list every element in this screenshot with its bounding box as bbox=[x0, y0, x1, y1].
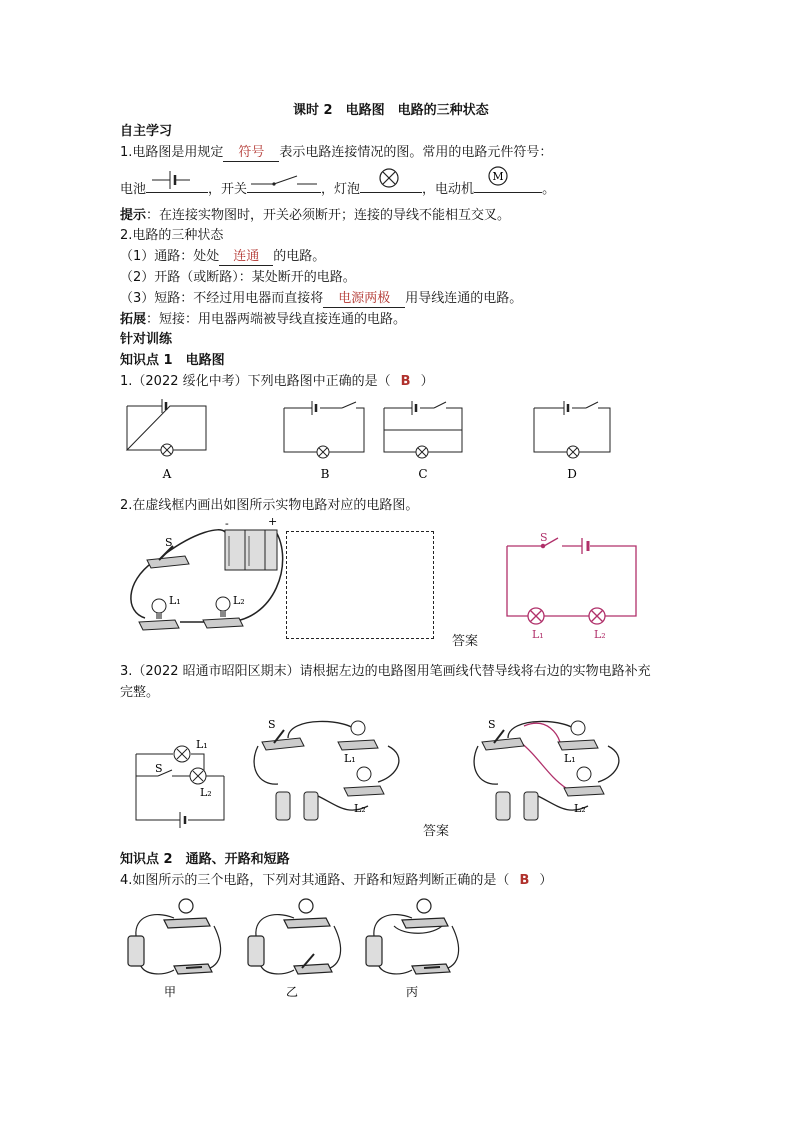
ex2-l1-label: L₁ bbox=[169, 594, 181, 607]
motor-symbol bbox=[474, 170, 542, 193]
page-title: 课时 2 电路图 电路的三种状态 bbox=[293, 103, 489, 118]
motor-label: ，电动机 bbox=[422, 182, 475, 197]
state-closed bbox=[120, 245, 325, 266]
circuit-b bbox=[284, 401, 364, 458]
exercise-2: 2.在虚线框内画出如图所示实物电路对应的电路图。 bbox=[120, 498, 419, 513]
ex3-l2-label: L₂ bbox=[200, 786, 212, 799]
ex4-close: ） bbox=[539, 873, 553, 888]
exercise-4 bbox=[120, 869, 552, 888]
ex3-physical-circuit bbox=[248, 716, 418, 826]
ex3-answer-l1-label: L₁ bbox=[564, 752, 576, 765]
ex2-answer-label: 答案 bbox=[452, 634, 479, 649]
question-2-title: 2.电路的三种状态 bbox=[120, 228, 224, 243]
ex2-answer-circuit bbox=[500, 530, 650, 640]
section-self-study: 自主学习 bbox=[120, 124, 173, 139]
ex3-circuit-diagram bbox=[128, 736, 238, 826]
battery-symbol-icon bbox=[146, 168, 208, 188]
exercise-3-line1: 3.（2022 昭通市昭阳区期末）请根据左边的电路图用笔画线代替导线将右边的实物电路补充 bbox=[120, 664, 651, 679]
option-a-label: A bbox=[162, 467, 172, 481]
state1-pre: （1）通路：处处 bbox=[120, 249, 220, 264]
state-open: （2）开路（或断路）：某处断开的电路。 bbox=[120, 270, 356, 285]
symbol-line bbox=[120, 170, 556, 197]
ex2-answer-switch-label: S bbox=[540, 531, 548, 544]
tip bbox=[120, 204, 510, 223]
circuit-jia bbox=[128, 899, 221, 974]
switch-symbol-icon bbox=[247, 170, 321, 190]
ex2-l2-label: L₂ bbox=[233, 594, 245, 607]
state3-pre: （3）短路：不经过用电器而直接将 bbox=[120, 291, 324, 306]
extend bbox=[120, 308, 406, 327]
switch-symbol bbox=[247, 176, 321, 193]
ex3-switch-label: S bbox=[155, 762, 163, 775]
ex1-circuits bbox=[120, 398, 680, 488]
ex1-close: ） bbox=[420, 374, 434, 389]
q1-text-post: 表示电路连接情况的图。常用的电路元件符号： bbox=[279, 145, 553, 160]
ex3-answer-switch-label: S bbox=[488, 718, 496, 731]
extend-text: ：短接：用电器两端被导线直接连通的电路。 bbox=[146, 312, 407, 327]
ex2-minus-label: - bbox=[225, 517, 229, 530]
ex1-text: 1.（2022 绥化中考）下列电路图中正确的是（ bbox=[120, 374, 391, 389]
state3-answer: 电源两极 bbox=[338, 291, 391, 306]
section-training: 针对训练 bbox=[120, 332, 173, 347]
ex2-answer-l1-label: L₁ bbox=[532, 628, 544, 641]
circuit-yi bbox=[248, 899, 341, 974]
ex2-switch-label: S bbox=[165, 536, 173, 549]
q1-text-pre: 1.电路图是用规定 bbox=[120, 145, 224, 160]
motor-mark: M bbox=[492, 170, 504, 183]
ex4-circuits bbox=[124, 896, 454, 1006]
state1-post: 的电路。 bbox=[273, 249, 326, 264]
option-b-label: B bbox=[320, 467, 330, 481]
symbol-line-end: 。 bbox=[542, 182, 556, 197]
state1-answer: 连通 bbox=[233, 249, 260, 264]
exercise-3-line2: 完整。 bbox=[120, 685, 160, 700]
exercise-1 bbox=[120, 370, 434, 389]
q1-answer: 符号 bbox=[238, 145, 265, 160]
ex3-answer-l2-label: L₂ bbox=[574, 802, 586, 815]
state3-blank bbox=[323, 291, 405, 308]
caption-jia: 甲 bbox=[163, 985, 177, 999]
bulb-symbol bbox=[360, 176, 422, 193]
option-d-label: D bbox=[567, 467, 577, 481]
tip-label: 提示 bbox=[120, 208, 147, 223]
ex3-bulb-l1 bbox=[338, 721, 378, 750]
motor-symbol-icon bbox=[474, 164, 542, 188]
ex2-physical-circuit bbox=[125, 515, 285, 638]
caption-yi: 乙 bbox=[285, 985, 299, 999]
ex4-text: 4.如图所示的三个电路，下列对其通路、开路和短路判断正确的是（ bbox=[120, 873, 510, 888]
state1-blank bbox=[219, 249, 273, 266]
ex2-plus-label: + bbox=[268, 515, 278, 528]
ex3-phys-l1-label: L₁ bbox=[344, 752, 356, 765]
ex3-phys-switch-label: S bbox=[268, 718, 276, 731]
circuit-bing bbox=[366, 899, 459, 974]
caption-bing: 丙 bbox=[405, 985, 419, 999]
state-short bbox=[120, 287, 522, 308]
ex3-phys-l2-label: L₂ bbox=[354, 802, 366, 815]
battery-label: 电池 bbox=[120, 182, 147, 197]
extend-label: 拓展 bbox=[120, 312, 147, 327]
ex3-batteries bbox=[276, 792, 318, 820]
question-1 bbox=[120, 141, 552, 162]
bulb-label: ，灯泡 bbox=[321, 182, 361, 197]
q1-blank bbox=[223, 145, 279, 162]
ex1-answer: B bbox=[400, 374, 411, 389]
ex4-answer: B bbox=[519, 873, 530, 888]
option-c-label: C bbox=[418, 467, 428, 481]
switch-label: ，开关 bbox=[208, 182, 248, 197]
ex2-answer-l2-label: L₂ bbox=[594, 628, 606, 641]
circuit-d bbox=[534, 401, 610, 458]
ex3-answer-label: 答案 bbox=[423, 824, 450, 839]
battery-pack bbox=[225, 530, 277, 570]
knowledge-point-1: 知识点 1 电路图 bbox=[120, 353, 225, 368]
circuit-c bbox=[384, 401, 462, 458]
switch-base bbox=[147, 556, 189, 568]
bulb-symbol-icon bbox=[360, 164, 422, 188]
tip-text: ：在连接实物图时，开关必须断开；连接的导线不能相互交叉。 bbox=[146, 208, 511, 223]
ex3-l1-label: L₁ bbox=[196, 738, 208, 751]
ex3-switch-base bbox=[262, 738, 304, 750]
drawing-box[interactable] bbox=[286, 531, 434, 639]
state3-post: 用导线连通的电路。 bbox=[405, 291, 523, 306]
knowledge-point-2: 知识点 2 通路、开路和短路 bbox=[120, 852, 290, 867]
ex3-answer-circuit bbox=[468, 716, 638, 826]
circuit-a bbox=[127, 399, 206, 456]
battery-symbol bbox=[146, 176, 208, 193]
